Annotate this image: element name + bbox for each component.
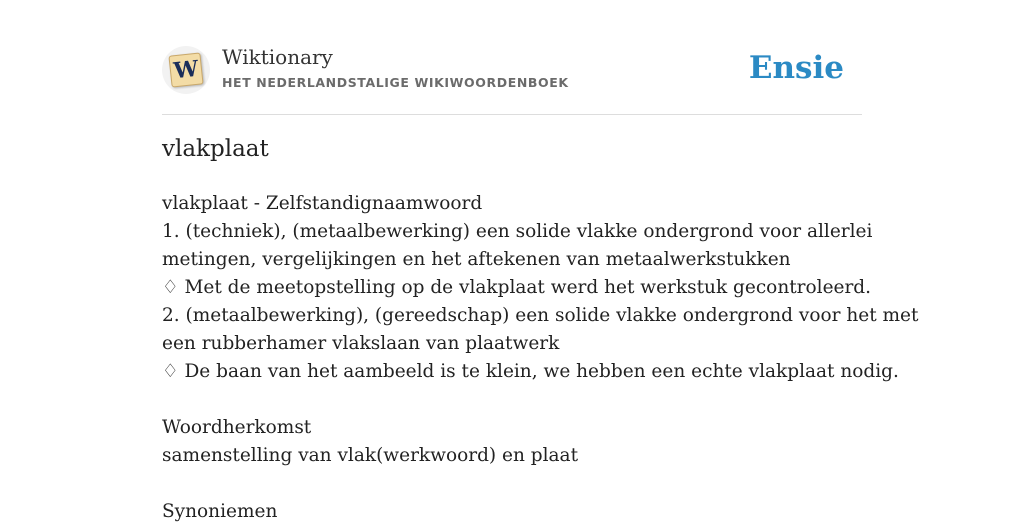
wiktionary-logo[interactable]: [162, 46, 210, 94]
sense-1-line-2: metingen, vergelijkingen en het aftekenen van metaalwerkstukken: [162, 249, 791, 270]
spacer: [162, 470, 862, 498]
synonyms-heading: Synoniemen: [162, 501, 278, 522]
sense-2-line-2: een rubberhamer vlakslaan van plaatwerk: [162, 333, 560, 354]
site-tagline: HET NEDERLANDSTALIGE WIKIWOORDENBOEK: [222, 75, 569, 90]
site-header: [162, 0, 862, 115]
definition-header: vlakplaat - Zelfstandignaamwoord: [162, 193, 483, 214]
entry-content: [162, 190, 919, 526]
etymology-text: samenstelling van vlak(werkwoord) en plaat: [162, 445, 579, 466]
site-name[interactable]: Wiktionary: [222, 45, 333, 69]
sense-2-line-1: 2. (metaalbewerking), (gereedschap) een solide vlakke ondergrond voor het met: [162, 305, 919, 326]
example-1: ♢ Met de meetopstelling op de vlakplaat werd het werkstuk gecontroleerd.: [162, 277, 872, 298]
example-2: ♢ De baan van het aambeeld is te klein, we hebben een echte vlakplaat nodig.: [162, 361, 899, 382]
etymology-heading: Woordherkomst: [162, 417, 312, 438]
sense-1-line-1: 1. (techniek), (metaalbewerking) een solide vlakke ondergrond voor allerlei: [162, 221, 873, 242]
wiktionary-tile-icon: W: [168, 52, 203, 87]
ensie-logo[interactable]: Ensie: [748, 50, 844, 86]
page-title: vlakplaat: [162, 136, 269, 162]
spacer: [162, 386, 862, 414]
page-container: [162, 0, 919, 522]
